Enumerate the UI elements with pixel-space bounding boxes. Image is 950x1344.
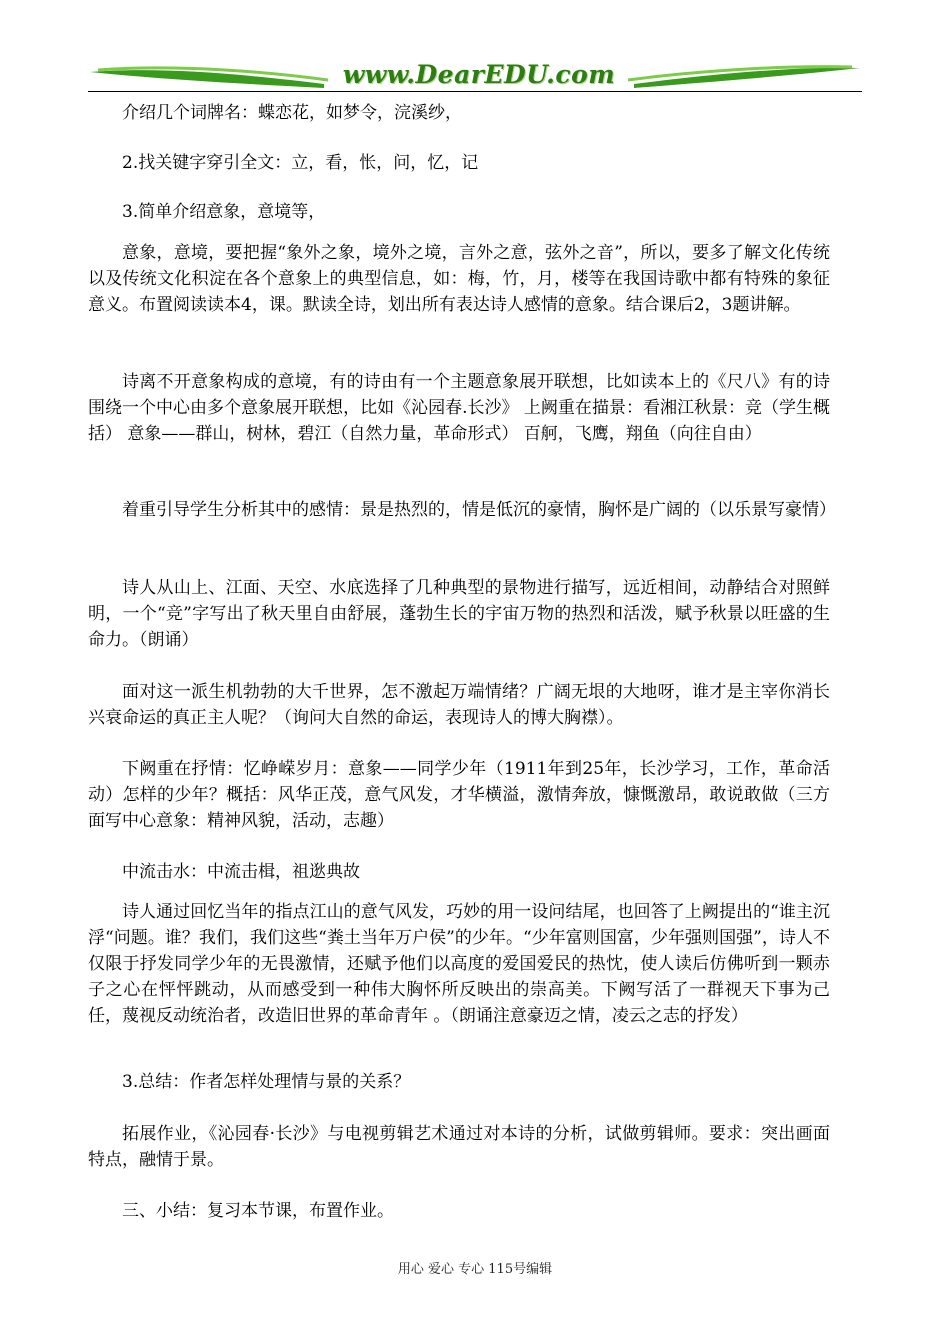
page-footer: 用心 爱心 专心 115号编辑 — [397, 1262, 553, 1277]
page-header — [88, 58, 862, 98]
paragraph: 拓展作业，《沁园春·长沙》与电视剪辑艺术通过对本诗的分析，试做剪辑师。要求：突出画面特点，融情于景。 — [88, 1124, 830, 1170]
header-divider — [88, 91, 862, 92]
paragraph: 中流击水：中流击楫，祖逖典故 — [122, 862, 360, 882]
paragraph: 3.总结：作者怎样处理情与景的关系？ — [122, 1072, 411, 1092]
paragraph: 3.简单介绍意象，意境等， — [122, 202, 326, 222]
paragraph: 介绍几个词牌名：蝶恋花，如梦令，浣溪纱， — [122, 103, 462, 123]
paragraph: 诗人从山上、江面、天空、水底选择了几种典型的景物进行描写，远近相间，动静结合对照鲜明，一个“竞”字写出了秋天里自由舒展，蓬勃生长的宇宙万物的热烈和活泼，赋予秋景以旺盛的生命力。（朗诵） — [88, 578, 830, 650]
paragraph: 下阙重在抒情：忆峥嵘岁月：意象——同学少年（1911年到25年，长沙学习，工作，革命活动）怎样的少年？概括：风华正茂，意气风发，才华横溢，激情奔放，慷慨激昂，敢说敢做（三方面写中心意象：精神风貌，活动，志趣） — [88, 759, 830, 831]
paragraph: 着重引导学生分析其中的感情：景是热烈的，情是低沉的豪情，胸怀是广阔的（以乐景写豪情） — [122, 500, 836, 520]
paragraph: 三、小结：复习本节课，布置作业。 — [122, 1201, 394, 1221]
paragraph: 面对这一派生机勃勃的大千世界，怎不激起万端情绪？广阔无垠的大地呀，谁才是主宰你消长兴衰命运的真正主人呢？（询问大自然的命运，表现诗人的博大胸襟）。 — [88, 682, 830, 728]
paragraph: 2.找关键字穿引全文：立，看，怅，问，忆，记 — [122, 153, 479, 173]
paragraph: 意象，意境，要把握“象外之象，境外之境，言外之意，弦外之音”，所以，要多了解文化传统以及传统文化积淀在各个意象上的典型信息，如：梅，竹，月，楼等在我国诗歌中都有特殊的象征意义。布置阅读读本4，课。默读全诗，划出所有表达诗人感情的意象。结合课后2，3题讲解。 — [88, 243, 830, 315]
paragraph: 诗人通过回忆当年的指点江山的意气风发，巧妙的用一设问结尾，也回答了上阙提出的“谁主沉浮“问题。谁？我们，我们这些“粪土当年万户侯”的少年。“少年富则国富，少年强则国强”，诗人不仅限于抒发同学少年的无畏激情，还赋予他们以高度的爱国爱民的热忱，使人读后仿佛听到一颗赤子之心在怦怦跳动，从而感受到一种伟大胸怀所反映出的崇高美。下阙写活了一群视天下事为己任，蔑视反动统治者，改造旧世界的革命青年 。（朗诵注意豪迈之情，凌云之志的抒发） — [88, 902, 830, 1026]
paragraph: 诗离不开意象构成的意境，有的诗由有一个主题意象展开联想，比如读本上的《尺八》有的诗围绕一个中心由多个意象展开联想，比如《沁园春.长沙》 上阙重在描景：看湘江秋景：竞（学生概括） 意象——群山，树林，碧江（自然力量，革命形式） 百舸，飞鹰，翔鱼（向往自由） — [88, 372, 830, 444]
site-logo-text: www.DearEDU.com — [342, 60, 616, 89]
